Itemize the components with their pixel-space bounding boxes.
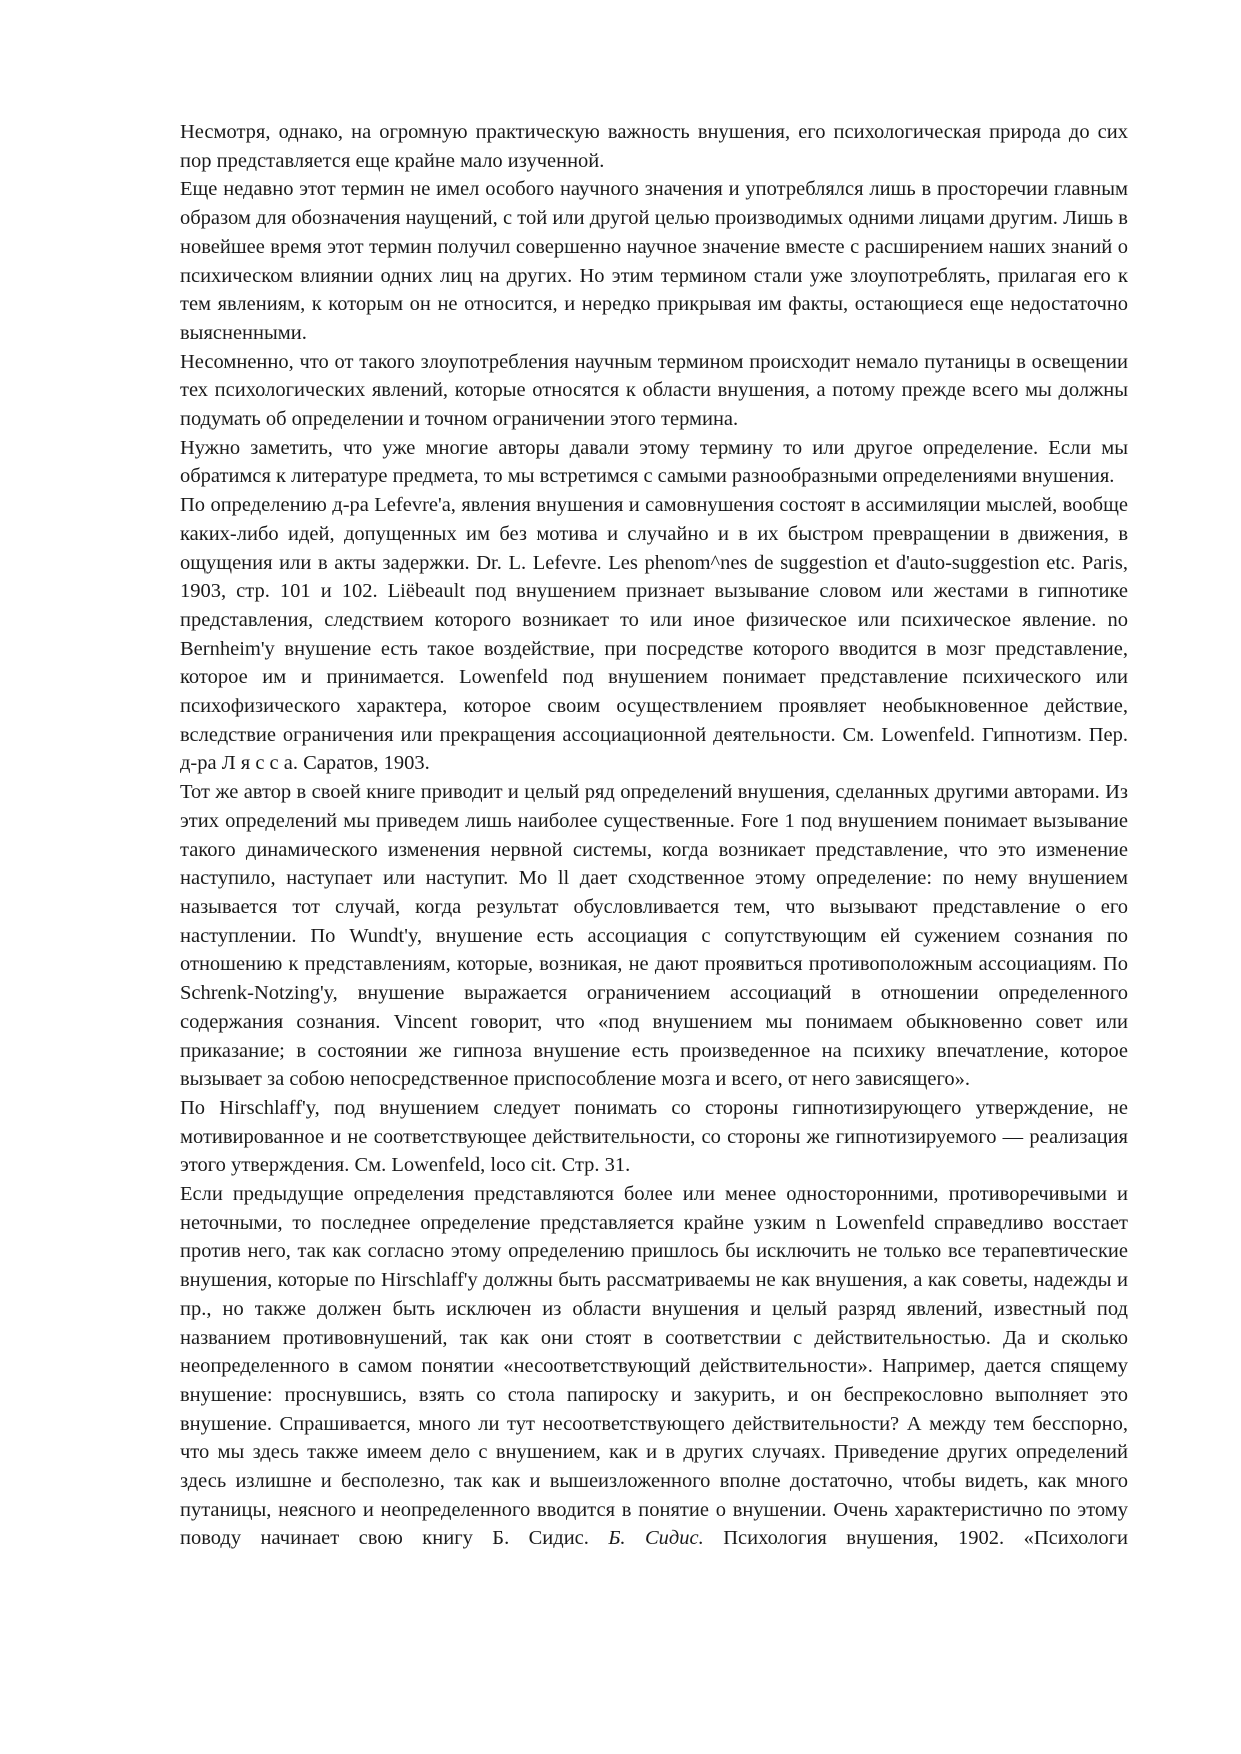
paragraph-2: Еще недавно этот термин не имел особого научного значения и употреблялся лишь в просторечии главным образом для обозначения наущений, с той или другой целью производимых одними лицами другим. Лишь в новейшее время этот термин получил совершенно научное значение вместе с расширением наших знаний о психическом влиянии одних лиц на других. Но этим термином стали уже злоупотреблять, прилагая его к тем явлениям, к которым он не относится, и нередко прикрывая им факты, остающиеся еще недостаточно выясненными.	[180, 178, 1128, 344]
paragraph-6: Тот же автор в своей книге приводит и целый ряд определений внушения, сделанных другими авторами. Из этих определений мы приведем лишь наиболее существенные. Fore 1 под внушением понимает вызывание такого динамического изменения нервной системы, когда возникает представление, что это изменение наступило, наступает или наступит. Mo ll дает сходственное этому определение: по нему внушением называется тот случай, когда результат обусловливается тем, что вызывают представление о его наступлении. По Wundt'y, внушение есть ассоциация с сопутствующим ей сужением сознания по отношению к представлениям, которые, возникая, не дают проявиться противоположным ассоциациям. По Schrenk-Notzing'y, внушение выражается ограничением ассоциаций в отношении определенного содержания сознания. Vincent говорит, что «под внушением мы понимаем обыкновенно совет или приказание; в состоянии же гипноза внушение есть произведенное на психику впечатление, которое вызывает за собою непосредственное приспособление мозга и всего, от него зависящего».	[180, 781, 1128, 1091]
paragraph-7: По Hirschlaff'y, под внушением следует понимать со стороны гипнотизирующего утверждение, не мотивированное и не соответствующее действительности, со стороны же гипнотизируемого — реализация этого утверждения. См. Lowenfeld, loco cit. Стр. 31.	[180, 1096, 1128, 1177]
paragraph-4: Нужно заметить, что уже многие авторы давали этому термину то или другое определение. Если мы обратимся к литературе предмета, то мы встретимся с самыми разнообразными определениями внушения.	[180, 436, 1128, 488]
paragraph-3: Несомненно, что от такого злоупотребления научным термином происходит немало путаницы в освещении тех психологических явлений, которые относятся к области внушения, а потому прежде всего мы должны подумать об определении и точном ограничении этого термина.	[180, 350, 1128, 431]
paragraph-8-italic-citation: Б. Сидис.	[608, 1527, 704, 1550]
paragraph-8	[180, 1180, 1128, 1553]
paragraph-1: Несмотря, однако, на огромную практическую важность внушения, его психологическая природа до сих пор представляется еще крайне мало изученной.	[180, 121, 1128, 172]
paragraph-8-text-end: Психология внушения, 1902. «Психологи	[703, 1527, 1129, 1550]
document-page	[180, 118, 1128, 1553]
paragraph-8-text: Если предыдущие определения представляются более или менее односторонними, противоречивыми и неточными, то последнее определение представляется крайне узким n Lowenfeld справедливо восстает против него, так как согласно этому определению пришлось бы исключить не только все терапевтические внушения, которые по Hirschlaff'y должны быть рассматриваемы не как внушения, а как советы, надежды и пр., но также должен быть исключен из области внушения и целый разряд явлений, известный под названием противовнушений, так как они стоят в соответствии с действительностью. Да и сколько неопределенного в самом понятии «несоответствующий действительности». Например, дается спящему внушение: проснувшись, взять со стола папироску и закурить, и он беспрекословно выполняет это внушение. Спрашивается, много ли тут несоответствующего действительности? А между тем бесспорно, что мы здесь также имеем дело с внушением, как и в других случаях. Приведение других определений здесь излишне и бесполезно, так как и вышеизложенного вполне достаточно, чтобы видеть, как много путаницы, неясного и неопределенного вводится в понятие о внушении. Очень характеристично по этому поводу начинает свою книгу Б. Сидис.	[180, 1183, 1128, 1550]
paragraph-5: По определению д-ра Lefevre'a, явления внушения и самовнушения состоят в ассимиляции мыслей, вообще каких-либо идей, допущенных им без мотива и случайно и в их быстром превращении в движения, в ощущения или в акты задержки. Dr. L. Lefevre. Les phenom^nes de suggestion et d'auto-suggestion etc. Paris, 1903, стр. 101 и 102. Liëbeault под внушением признает вызывание словом или жестами в гипнотике представления, следствием которого возникает то или иное физическое или психическое явление. no Bernheim'y внушение есть такое воздействие, при посредстве которого вводится в мозг представление, которое им и принимается. Lowenfeld под внушением понимает представление психического или психофизического характера, которое своим осуществлением проявляет необыкновенное действие, вследствие ограничения или прекращения ассоциационной деятельности. См. Lowenfeld. Гипнотизм. Пер. д-ра Л я с с а. Саратов, 1903.	[180, 494, 1128, 775]
